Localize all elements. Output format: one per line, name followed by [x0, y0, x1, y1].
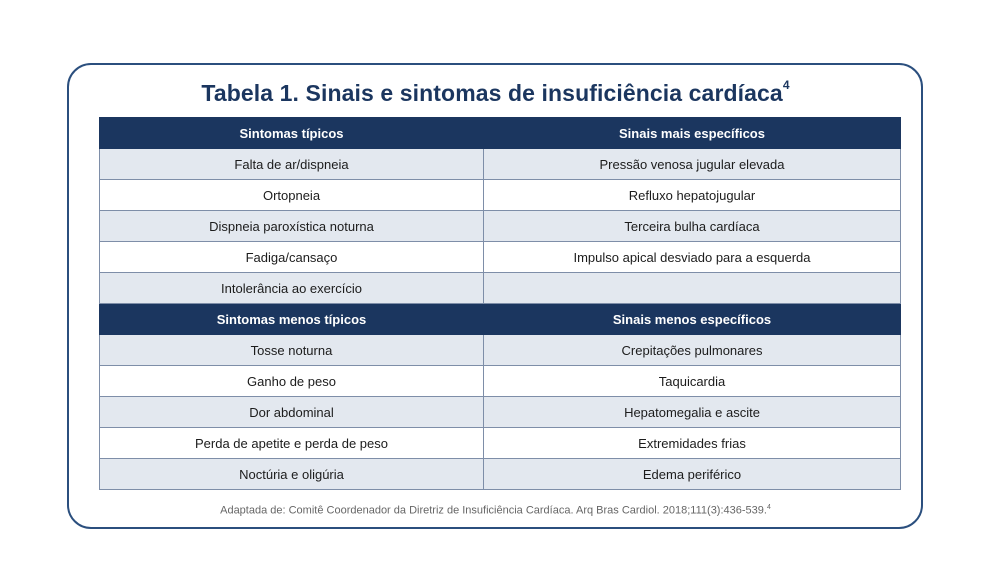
cell — [484, 273, 901, 304]
table-title — [0, 80, 991, 107]
cell: Impulso apical desviado para a esquerda — [484, 242, 901, 273]
table-row — [100, 180, 901, 211]
cell: Crepitações pulmonares — [484, 335, 901, 366]
table-row — [100, 335, 901, 366]
signs-symptoms-table — [99, 117, 901, 490]
cell: Noctúria e oligúria — [100, 459, 484, 490]
cell: Edema periférico — [484, 459, 901, 490]
table-row — [100, 397, 901, 428]
table-row — [100, 211, 901, 242]
header-sintomas-menos-tipicos: Sintomas menos típicos — [100, 304, 484, 335]
table-row — [100, 459, 901, 490]
cell: Fadiga/cansaço — [100, 242, 484, 273]
header-sinais-mais-especificos: Sinais mais específicos — [484, 118, 901, 149]
cell: Terceira bulha cardíaca — [484, 211, 901, 242]
cell: Intolerância ao exercício — [100, 273, 484, 304]
cell: Extremidades frias — [484, 428, 901, 459]
cell: Ortopneia — [100, 180, 484, 211]
footnote-reference: 4 — [766, 504, 771, 511]
header-sinais-menos-especificos: Sinais menos específicos — [484, 304, 901, 335]
section-header-row — [100, 304, 901, 335]
section-header-row — [100, 118, 901, 149]
title-reference: 4 — [782, 78, 790, 92]
cell: Refluxo hepatojugular — [484, 180, 901, 211]
table-row — [100, 273, 901, 304]
cell: Ganho de peso — [100, 366, 484, 397]
title-text: Tabela 1. Sinais e sintomas de insuficiência cardíaca — [201, 80, 783, 106]
cell: Dispneia paroxística noturna — [100, 211, 484, 242]
header-sintomas-tipicos: Sintomas típicos — [100, 118, 484, 149]
footnote-text: Adaptada de: Comitê Coordenador da Diretriz de Insuficiência Cardíaca. Arq Bras Cardiol. 2018;111(3):436-539. — [220, 504, 767, 517]
cell: Hepatomegalia e ascite — [484, 397, 901, 428]
cell: Tosse noturna — [100, 335, 484, 366]
cell: Falta de ar/dispneia — [100, 149, 484, 180]
source-footnote — [0, 504, 991, 517]
cell: Perda de apetite e perda de peso — [100, 428, 484, 459]
table-row — [100, 366, 901, 397]
cell: Pressão venosa jugular elevada — [484, 149, 901, 180]
cell: Taquicardia — [484, 366, 901, 397]
cell: Dor abdominal — [100, 397, 484, 428]
table-row — [100, 242, 901, 273]
table-row — [100, 428, 901, 459]
table-row — [100, 149, 901, 180]
